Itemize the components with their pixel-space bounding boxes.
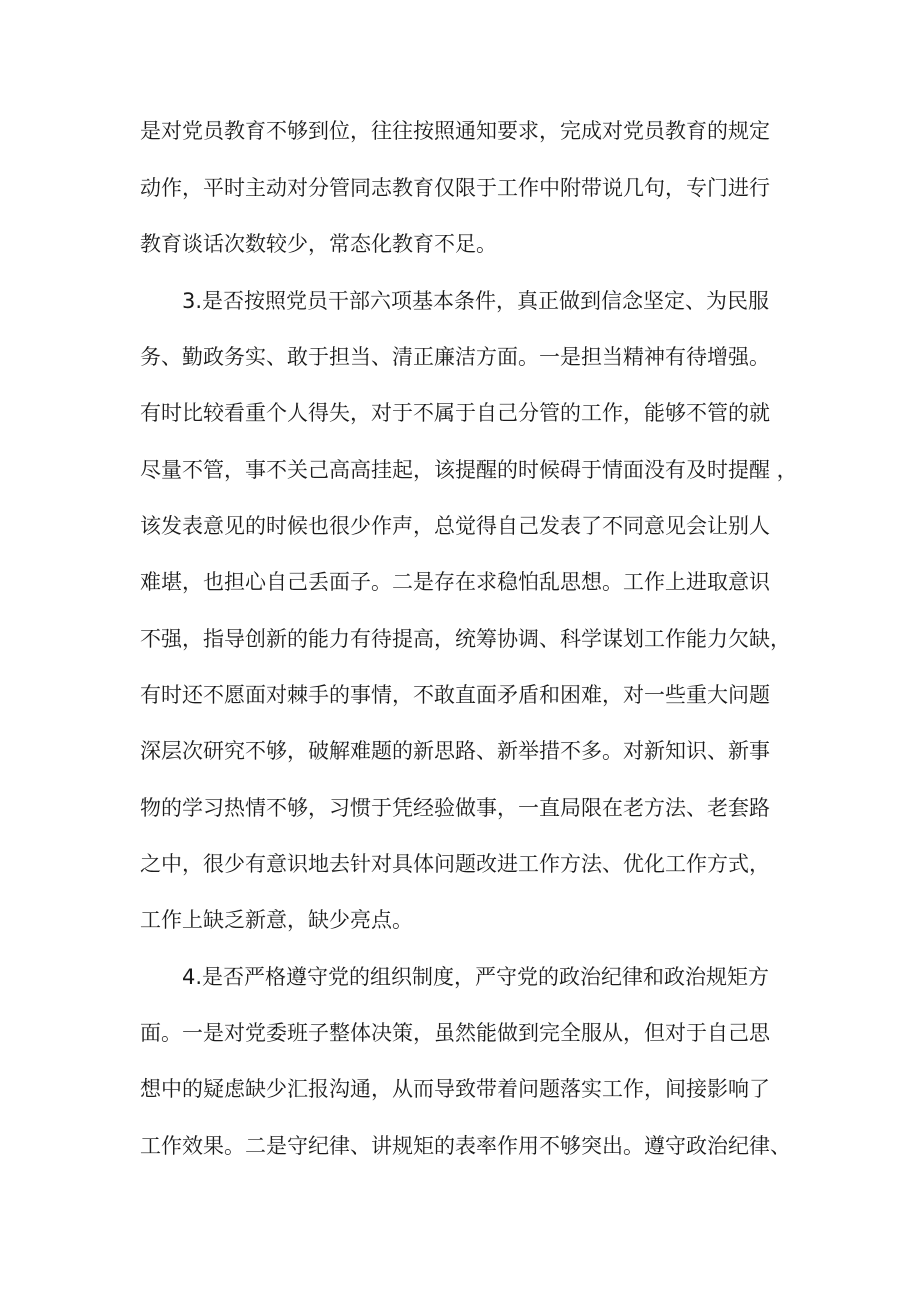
- text-line: 工作效果。二是守纪律、讲规矩的表率作用不够突出。遵守政治纪律、: [140, 1134, 791, 1158]
- text-line: 面。一是对党委班子整体决策，虽然能做到完全服从，但对于自己思: [140, 1021, 770, 1045]
- text-line: 务、勤政务实、敢于担当、清正廉洁方面。一是担当精神有待增强。: [140, 345, 770, 369]
- text-line: 该发表意见的时候也很少作声，总觉得自己发表了不同意见会让别人: [140, 514, 770, 538]
- text-line: 有时还不愿面对棘手的事情，不敢直面矛盾和困难，对一些重大问题: [140, 683, 770, 707]
- text-line: 工作上缺乏新意，缺少亮点。: [140, 908, 413, 932]
- text-line: 物的学习热情不够，习惯于凭经验做事，一直局限在老方法、老套路: [140, 796, 770, 820]
- text-line: 尽量不管，事不关己高高挂起，该提醒的时候碍于情面没有及时提醒 ，: [140, 458, 798, 482]
- text-line: 不强，指导创新的能力有待提高，统筹协调、科学谋划工作能力欠缺，: [140, 627, 791, 651]
- text-line: 教育谈话次数较少，常态化教育不足。: [140, 232, 497, 256]
- text-line: 是对党员教育不够到位，往往按照通知要求，完成对党员教育的规定: [140, 119, 770, 143]
- text-line: 难堪，也担心自己丢面子。二是存在求稳怕乱思想。工作上进取意识: [140, 570, 770, 594]
- text-line: 动作，平时主动对分管同志教育仅限于工作中附带说几句，专门进行: [140, 176, 770, 200]
- text-line: 深层次研究不够，破解难题的新思路、新举措不多。对新知识、新事: [140, 739, 770, 763]
- paragraph-4-heading-line: 4.是否严格遵守党的组织制度，严守党的政治纪律和政治规矩方: [182, 965, 770, 989]
- text-line: 有时比较看重个人得失，对于不属于自己分管的工作，能够不管的就: [140, 401, 770, 425]
- paragraph-3-heading-line: 3.是否按照党员干部六项基本条件，真正做到信念坚定、为民服: [182, 289, 770, 313]
- text-line: 之中，很少有意识地去针对具体问题改进工作方法、优化工作方式，: [140, 852, 770, 876]
- text-line: 想中的疑虑缺少汇报沟通，从而导致带着问题落实工作，间接影响了: [140, 1077, 770, 1101]
